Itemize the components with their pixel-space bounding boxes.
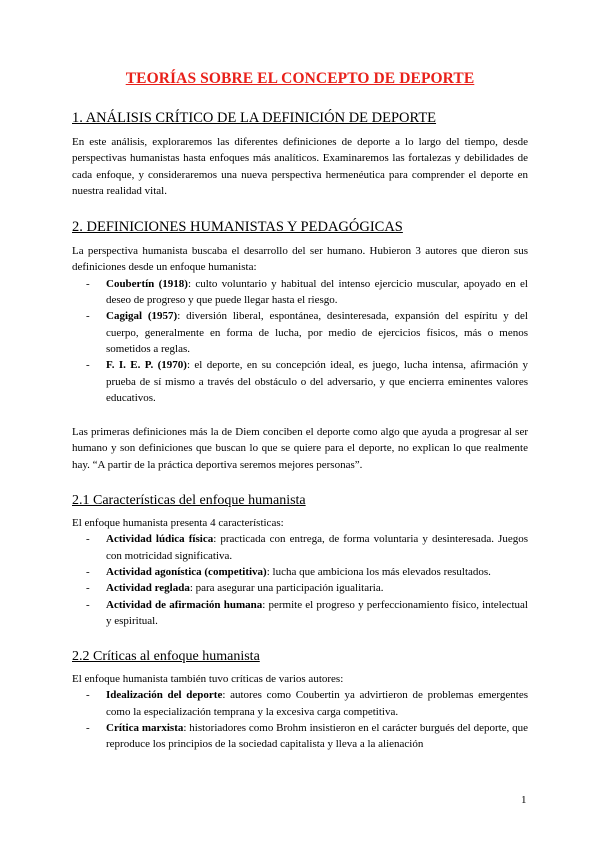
list-item: - Actividad agonística (competitiva): lucha que ambiciona los más elevados resultados. (86, 565, 491, 578)
section-2-1-heading: 2.1 Características del enfoque humanista (72, 493, 306, 509)
section-2-1-intro: El enfoque humanista presenta 4 características: (72, 517, 284, 530)
list-item: - Actividad reglada: para asegurar una participación igualitaria. (86, 582, 384, 595)
list-item: - F. I. E. P. (1970): el deporte, en su concepción ideal, es juego, lucha intensa, afirmación y prueba de sí mismo a través del obstáculo o del adversario, y que encierra eminentes valores educativos. (86, 359, 528, 404)
list-item: - Crítica marxista: historiadores como Brohm insistieron en el carácter burgués del deporte, que reproduce los principios de la sociedad capitalista y lleva a la alienación (86, 722, 529, 751)
section-2-closing: Las primeras definiciones más la de Diem conciben el deporte como algo que ayuda a progresar al ser humano y son definiciones que buscan lo que se quiere para el deporte, no explican lo que realmente hay. “A partir de la práctica deportiva seremos mejores personas”. (72, 426, 528, 471)
humanist-definitions-list (72, 276, 528, 406)
section-1-paragraph: En este análisis, exploraremos las diferentes definiciones de deporte a lo largo del tiempo, desde perspectivas humanistas hasta enfoques más analíticos. Examinaremos las fortalezas y debilidades de cada enfoque, y consideraremos una nueva perspectiva hermenéutica para comprender el deporte en nuestra realidad vital. (72, 136, 528, 197)
section-2-intro: La perspectiva humanista buscaba el desarrollo del ser humano. Hubieron 3 autores que dieron sus definiciones desde un enfoque humanista: (72, 245, 528, 274)
section-2-heading: 2. DEFINICIONES HUMANISTAS Y PEDAGÓGICAS (72, 219, 403, 236)
list-item: - Actividad de afirmación humana: permite el progreso y perfeccionamiento físico, intelectual y espiritual. (86, 598, 528, 627)
list-item: - Coubertín (1918): culto voluntario y habitual del intenso ejercicio muscular, apoyado en el deseo de progreso y que puede llegar hasta el riesgo. (86, 277, 528, 307)
section-2-2-intro: El enfoque humanista también tuvo críticas de varios autores: (72, 673, 344, 686)
list-item: - Actividad lúdica física: practicada con entrega, de forma voluntaria y desinteresada. Juegos con motricidad significativa. (86, 533, 528, 562)
page-number: 1 (521, 794, 527, 806)
document-page (72, 70, 528, 753)
section-1-heading: 1. ANÁLISIS CRÍTICO DE LA DEFINICIÓN DE DEPORTE (72, 110, 437, 126)
characteristics-list (72, 531, 528, 629)
document-title: TEORÍAS SOBRE EL CONCEPTO DE DEPORTE (125, 70, 475, 87)
section-2-2-heading: 2.2 Críticas al enfoque humanista (72, 649, 260, 665)
criticisms-list (72, 687, 528, 752)
list-item: - Idealización del deporte: autores como Coubertin ya advirtieron de problemas emergentes como la especialización temprana y la excesiva carga competitiva. (86, 689, 528, 718)
list-item: - Cagigal (1957): diversión liberal, espontánea, desinteresada, expansión del espíritu y del cuerpo, generalmente en forma de lucha, por medio de ejercicios físicos, más o menos sometidos a reglas. (86, 310, 528, 355)
